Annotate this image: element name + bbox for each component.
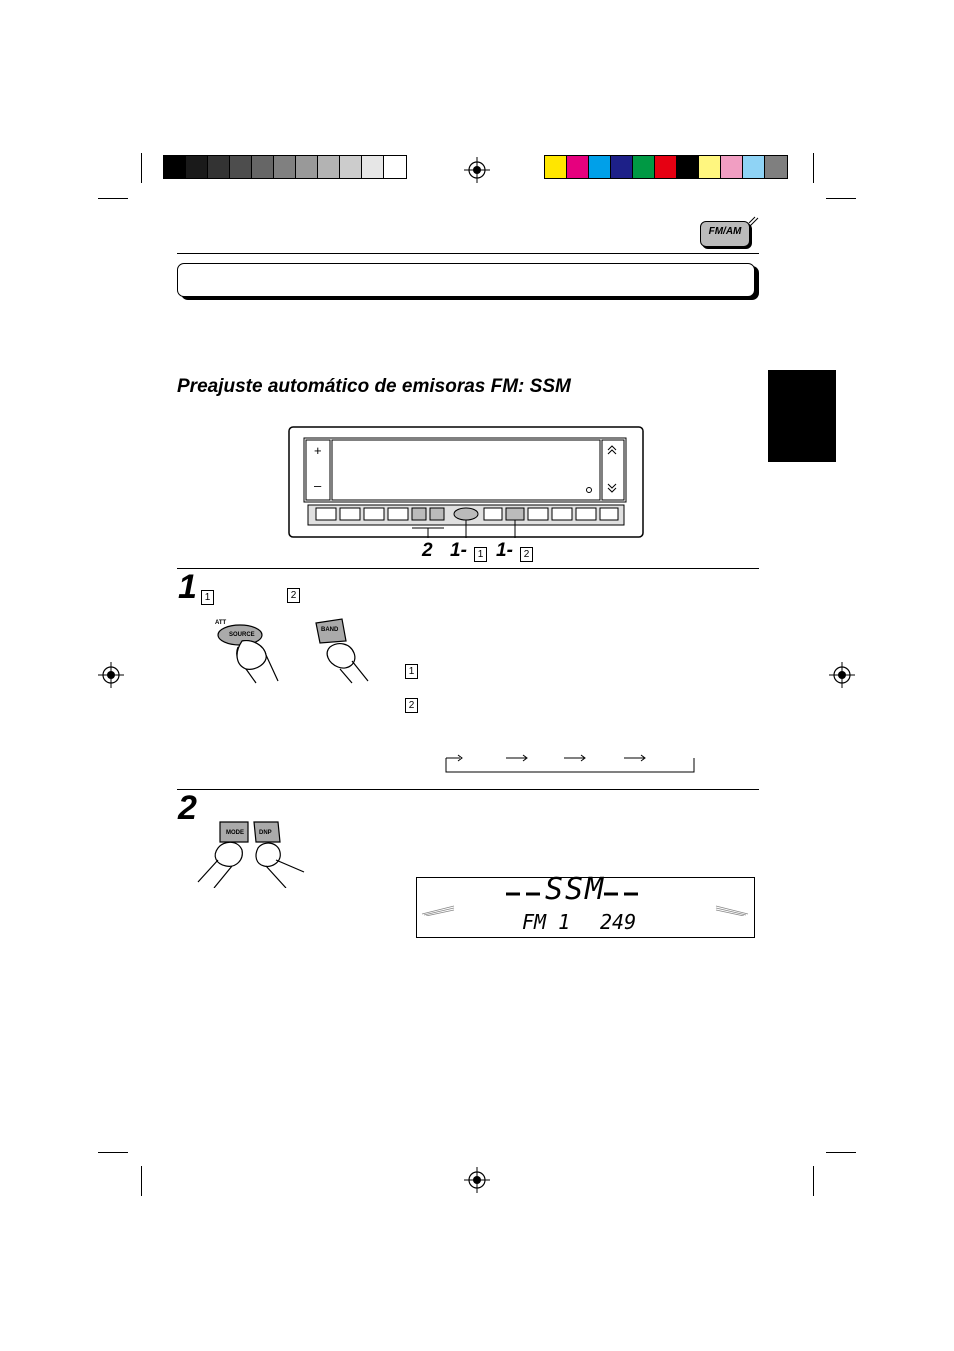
section-heading: Preajuste automático de emisoras FM: SSM bbox=[177, 376, 571, 397]
fm-am-badge bbox=[700, 221, 750, 247]
front-panel-diagram bbox=[288, 426, 644, 538]
source-button-label: SOURCE bbox=[229, 632, 255, 638]
callout-step-2: 2 bbox=[422, 540, 433, 561]
step-1-sub-b: 2 bbox=[405, 698, 418, 713]
lcd-hatch-right-icon bbox=[714, 904, 750, 916]
registration-mark-icon bbox=[464, 157, 490, 183]
grayscale-bar bbox=[163, 155, 407, 179]
crop-mark bbox=[141, 153, 142, 183]
band-button-label: BAND bbox=[321, 627, 339, 633]
lcd-band: FM 1 bbox=[522, 910, 571, 934]
att-label: ATT bbox=[215, 620, 227, 626]
crop-mark bbox=[826, 1152, 856, 1153]
dnp-button-label: DNP bbox=[259, 830, 272, 836]
mode-button-label: MODE bbox=[226, 830, 244, 836]
panel-plus-label: + bbox=[314, 443, 322, 458]
callout-step-1b-box: 2 bbox=[520, 547, 533, 562]
band-cycle-flow-diagram bbox=[440, 750, 700, 776]
section-title-bar bbox=[177, 263, 755, 297]
crop-mark bbox=[813, 153, 814, 183]
color-bar bbox=[544, 155, 788, 179]
band-button-press-illustration bbox=[312, 615, 382, 685]
step-2-rule bbox=[177, 789, 759, 790]
callout-step-1a-box: 1 bbox=[474, 547, 487, 562]
header-rule bbox=[177, 253, 759, 254]
step-1-box-a: 1 bbox=[201, 590, 214, 605]
step-1-rule bbox=[177, 568, 759, 569]
step-2-number: 2 bbox=[178, 789, 197, 827]
lcd-hatch-left-icon bbox=[420, 904, 456, 916]
crop-mark bbox=[813, 1166, 814, 1196]
registration-mark-icon bbox=[98, 662, 124, 688]
step-1-number: 1 bbox=[178, 568, 197, 606]
panel-minus-label: – bbox=[314, 478, 322, 493]
signal-waves-icon bbox=[748, 216, 760, 228]
crop-mark bbox=[98, 198, 128, 199]
step-1-sub-a: 1 bbox=[405, 664, 418, 679]
step-1-box-b: 2 bbox=[287, 588, 300, 603]
language-tab bbox=[768, 370, 836, 462]
lcd-frequency: 249 bbox=[600, 910, 637, 934]
callout-step-1a: 1- bbox=[450, 540, 467, 561]
fm-am-badge-label: FM/AM bbox=[708, 226, 742, 237]
registration-mark-icon bbox=[829, 662, 855, 688]
registration-mark-icon bbox=[464, 1167, 490, 1193]
crop-mark bbox=[826, 198, 856, 199]
lcd-line-1: SSM bbox=[545, 872, 606, 907]
crop-mark bbox=[98, 1152, 128, 1153]
callout-step-1b: 1- bbox=[496, 540, 513, 561]
mode-dnp-buttons-press-illustration bbox=[196, 816, 312, 888]
crop-mark bbox=[141, 1166, 142, 1196]
